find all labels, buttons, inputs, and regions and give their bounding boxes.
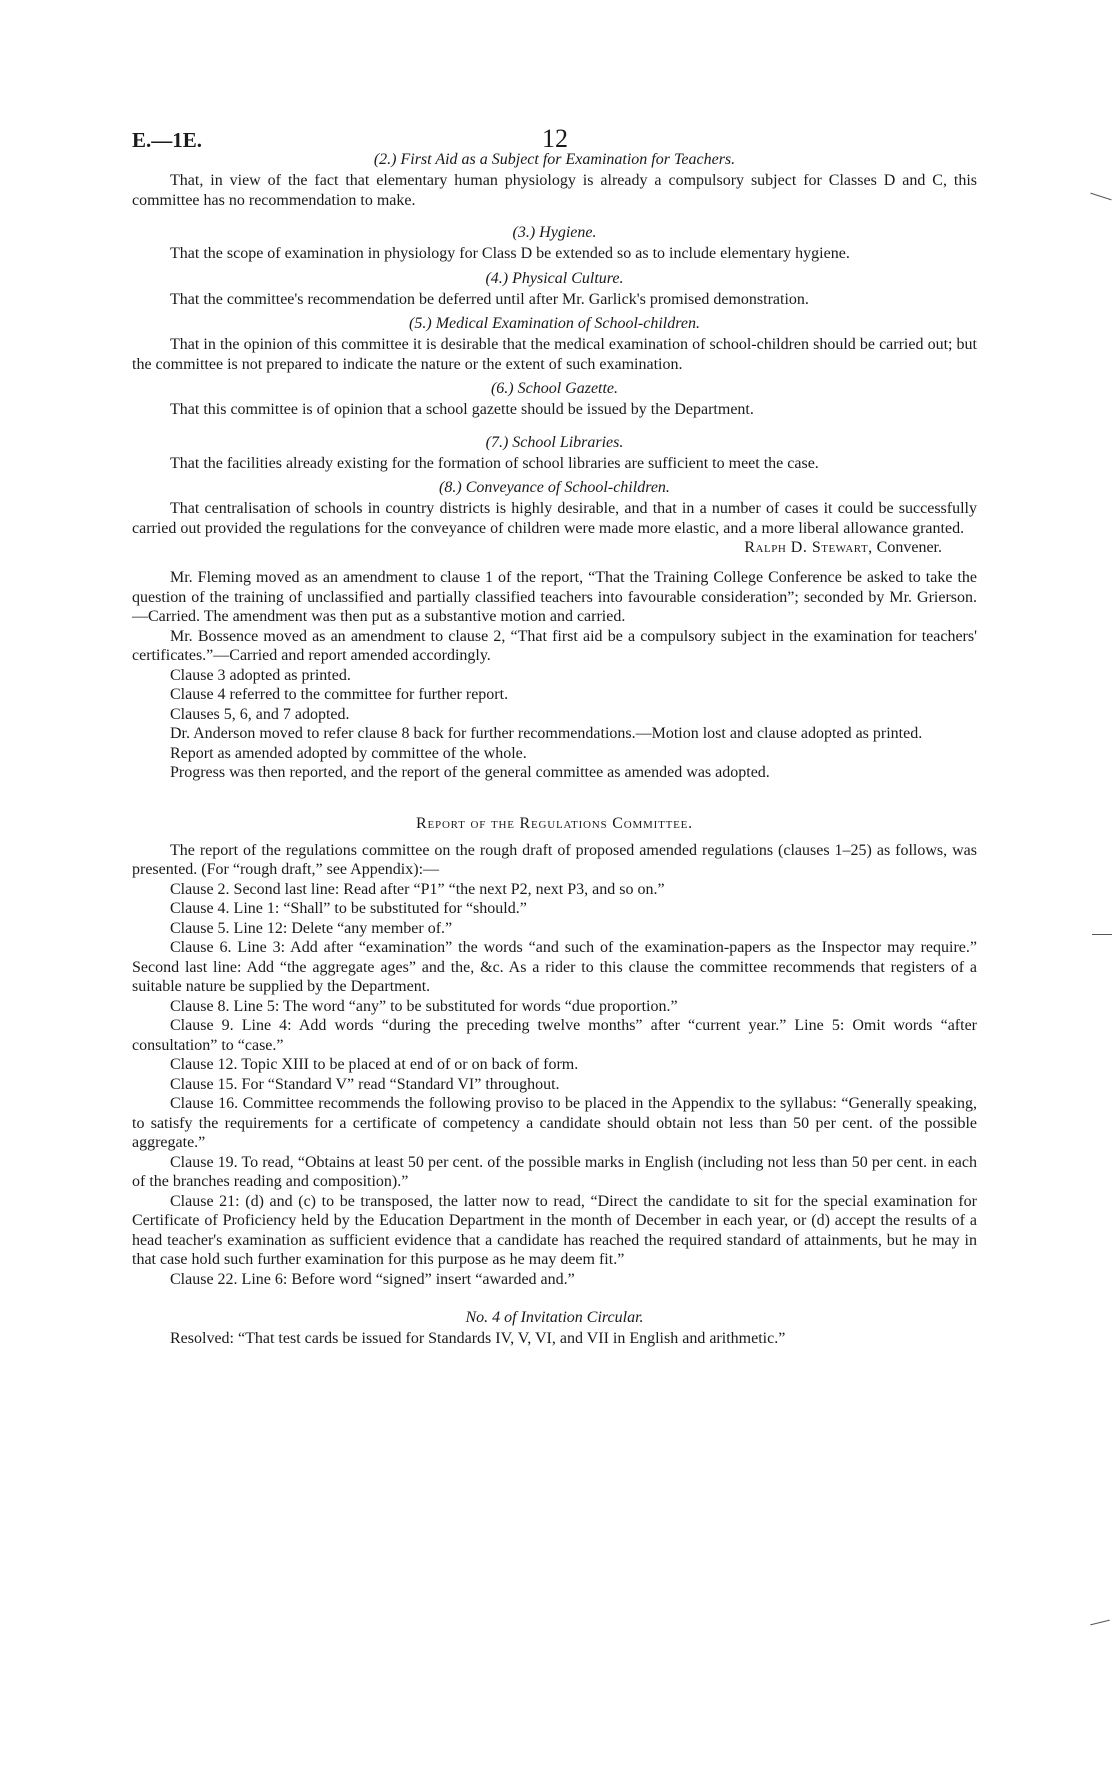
signature-role: Convener. — [876, 539, 942, 556]
margin-mark — [1090, 193, 1111, 201]
margin-mark — [1090, 1620, 1110, 1626]
report-paragraph: Clause 12. Topic XIII to be placed at end of or on back of form. — [170, 1056, 579, 1073]
circular-text: Resolved: “That test cards be issued for Standards IV, V, VI, and VII in English and arithmetic.” — [170, 1330, 786, 1347]
proceeding-paragraph: Clause 3 adopted as printed. — [170, 666, 351, 684]
page-number: 12 — [542, 124, 568, 153]
section-heading: (5.) Medical Examination of School-children. — [409, 315, 700, 332]
section-heading: (4.) Physical Culture. — [485, 269, 624, 287]
section-heading: (2.) First Aid as a Subject for Examination for Teachers. — [373, 151, 736, 168]
section-text: That centralisation of schools in country districts is highly desirable, and that in a number of cases it could be successfully carried out provided the regulations for the conveyance of children were made more elastic, and a more liberal allowance granted. — [132, 500, 977, 537]
report-paragraph: The report of the regulations committee on the rough draft of proposed amended regulations (clauses 1–25) as follows, was presented. (For “rough draft,” see Appendix):— — [132, 841, 977, 878]
section-text: That the scope of examination in physiology for Class D be extended so as to include elementary hygiene. — [170, 245, 850, 262]
report-paragraph: Clause 15. For “Standard V” read “Standard VI” throughout. — [170, 1075, 560, 1093]
section-heading: (8.) Conveyance of School-children. — [439, 479, 670, 496]
document-page — [132, 118, 977, 1349]
circular-heading: No. 4 of Invitation Circular. — [465, 1309, 644, 1326]
proceeding-paragraph: Report as amended adopted by committee of the whole. — [170, 744, 527, 762]
section-text: That this committee is of opinion that a school gazette should be issued by the Department. — [170, 401, 754, 418]
section-text: That in the opinion of this committee it is desirable that the medical examination of school-children should be carried out; but the committee is not prepared to indicate the nature or the extent of such examination. — [132, 336, 977, 373]
report-title: Report of the Regulations Committee. — [416, 814, 693, 832]
section-text: That the facilities already existing for the formation of school libraries are sufficient to meet the case. — [170, 454, 819, 472]
document-reference: E.—1E. — [132, 128, 203, 152]
signature — [132, 538, 942, 558]
signature-name: Ralph D. Stewart, — [744, 539, 873, 556]
section-text: That the committee's recommendation be deferred until after Mr. Garlick's promised demonstration. — [170, 290, 809, 308]
report-paragraph: Clause 22. Line 6: Before word “signed” insert “awarded and.” — [170, 1270, 575, 1288]
proceeding-paragraph: Mr. Fleming moved as an amendment to clause 1 of the report, “That the Training College Conference be asked to take the question of the training of unclassified and partially classified teachers into favourable consideration”; seconded by Mr. Grierson.—Carried. The amendment was then put as a substantive motion and carried. — [132, 569, 977, 625]
proceeding-paragraph: Progress was then reported, and the report of the general committee as amended was adopted. — [170, 764, 770, 781]
report-paragraph: Clause 16. Committee recommends the following proviso to be placed in the Appendix to the syllabus: “Generally speaking, to satisfy the requirements for a certificate of competency a candidate should obtain not less than 50 per cent. of the possible aggregate.” — [132, 1095, 977, 1151]
proceeding-paragraph: Clause 4 referred to the committee for further report. — [170, 686, 509, 703]
report-paragraph: Clause 2. Second last line: Read after “P1” “the next P2, next P3, and so on.” — [170, 880, 665, 898]
proceeding-paragraph: Clauses 5, 6, and 7 adopted. — [170, 705, 350, 723]
report-paragraph: Clause 19. To read, “Obtains at least 50 per cent. of the possible marks in English (including not less than 50 per cent. in each of the branches reading and composition).” — [132, 1153, 977, 1190]
report-paragraph: Clause 21: (d) and (c) to be transposed, the latter now to read, “Direct the candidate to sit for the special examination for Certificate of Proficiency held by the Education Department in the month of December in each year, or (d) accept the results of a head teacher's examination as sufficient evidence that a candidate has reached the required standard of attainments, but he may in that case hold such further examination for this purpose as he may deem fit.” — [132, 1192, 977, 1268]
report-paragraph: Clause 8. Line 5: The word “any” to be substituted for words “due proportion.” — [170, 997, 678, 1015]
report-paragraph: Clause 6. Line 3: Add after “examination” the words “and such of the examination-papers as the Inspector may require.” Second last line: Add “the aggregate ages” and the, &c. As a rider to this clause the committee recommends that registers of a suitable nature be supplied by the Department. — [132, 939, 977, 995]
proceeding-paragraph: Dr. Anderson moved to refer clause 8 back for further recommendations.—Motion lost and clause adopted as printed. — [170, 725, 923, 742]
margin-mark — [1092, 934, 1112, 935]
section-heading: (6.) School Gazette. — [490, 380, 619, 397]
report-paragraph: Clause 4. Line 1: “Shall” to be substituted for “should.” — [170, 900, 527, 917]
report-paragraph: Clause 9. Line 4: Add words “during the preceding twelve months” after “current year.” Line 5: Omit words “after consultation” to “case.” — [132, 1017, 977, 1054]
proceeding-paragraph: Mr. Bossence moved as an amendment to clause 2, “That first aid be a compulsory subject in the examination for teachers' certificates.”—Carried and report amended accordingly. — [132, 627, 977, 664]
page-header — [132, 118, 977, 158]
report-paragraph: Clause 5. Line 12: Delete “any member of.” — [170, 919, 453, 937]
section-text: That, in view of the fact that elementary human physiology is already a compulsory subject for Classes D and C, this committee has no recommendation to make. — [132, 172, 977, 209]
section-heading: (3.) Hygiene. — [512, 224, 597, 241]
section-heading: (7.) School Libraries. — [485, 433, 624, 451]
